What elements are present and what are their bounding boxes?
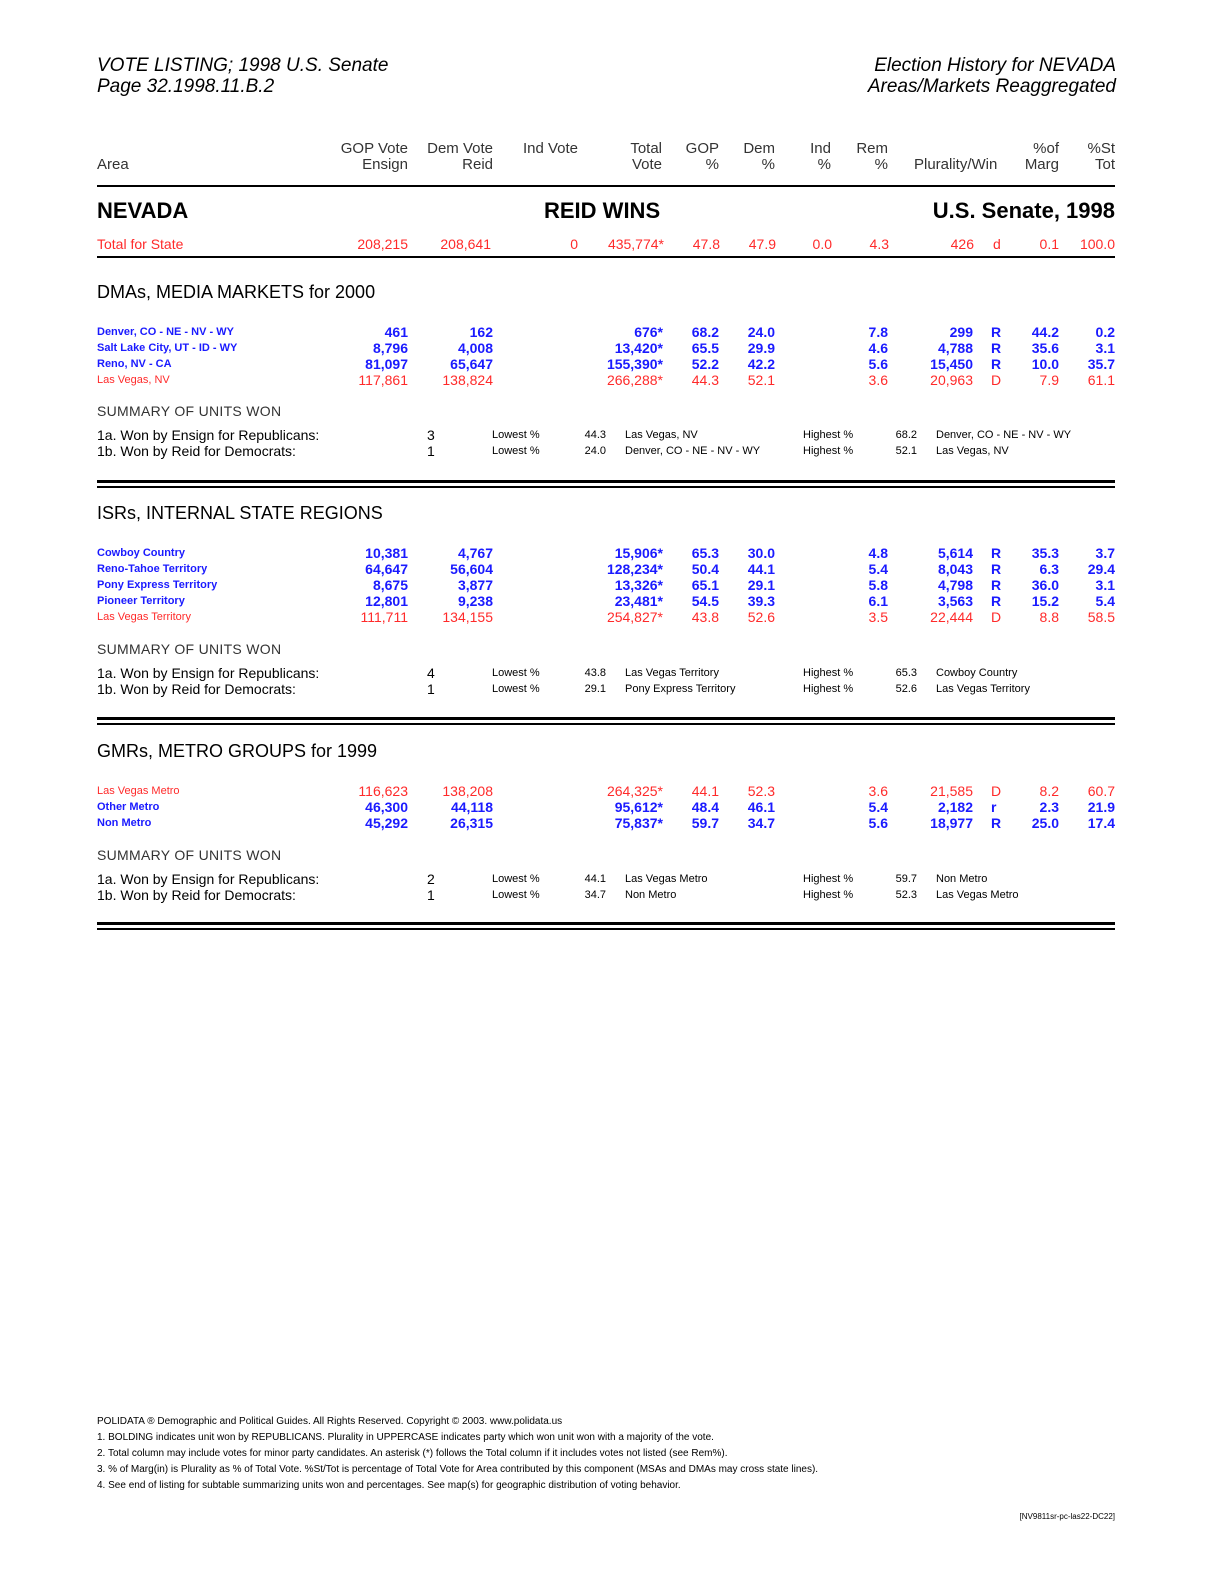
row-win: R [991, 561, 1002, 577]
row-sttot: 3.7 [1095, 545, 1115, 561]
row-total: 95,612* [614, 799, 663, 815]
row-rem-pct: 4.8 [868, 545, 888, 561]
row-gop: 46,300 [365, 799, 408, 815]
isr-rule-top [97, 717, 1115, 720]
row-sttot: 17.4 [1087, 815, 1115, 831]
row-sttot: 0.2 [1095, 324, 1115, 340]
row-dem: 138,208 [442, 783, 493, 799]
dma-rule-top [97, 480, 1115, 483]
row-dem-pct: 44.1 [747, 561, 775, 577]
summary-highest-label: Highest % [803, 429, 854, 441]
row-sttot: 58.5 [1087, 609, 1115, 625]
row-marg: 15.2 [1031, 593, 1059, 609]
row-dem-pct: 29.1 [747, 577, 775, 593]
row-marg: 8.2 [1039, 783, 1059, 799]
row-win: D [991, 783, 1002, 799]
table-row [0, 545, 1224, 561]
row-plurality: 5,614 [937, 545, 973, 561]
row-gop-pct: 59.7 [691, 815, 719, 831]
row-total: 13,326* [614, 577, 663, 593]
summary-highest-area: Las Vegas Territory [936, 683, 1030, 695]
summary-line [0, 871, 1224, 887]
row-sttot: 21.9 [1087, 799, 1115, 815]
row-gop: 45,292 [365, 815, 408, 831]
summary-lowest-label: Lowest % [492, 445, 540, 457]
row-rem-pct: 3.6 [868, 783, 888, 799]
summary-highest-value: 52.6 [895, 683, 917, 695]
table-row [0, 593, 1224, 609]
row-dem-pct: 30.0 [747, 545, 775, 561]
summary-lowest-label: Lowest % [492, 429, 540, 441]
row-sttot: 3.1 [1095, 577, 1115, 593]
col-header-ind-pct: Ind % [810, 140, 831, 173]
summary-highest-area: Non Metro [936, 873, 988, 885]
row-total: 13,420* [614, 340, 663, 356]
listing-title [97, 55, 388, 97]
summary-lowest-label: Lowest % [492, 873, 540, 885]
row-dem-pct: 52.3 [747, 783, 775, 799]
table-row [0, 609, 1224, 625]
row-rem-pct: 5.6 [868, 356, 888, 372]
row-win: R [991, 324, 1002, 340]
row-total: 254,827* [606, 609, 663, 625]
summary-highest-value: 68.2 [895, 429, 917, 441]
row-plurality: 4,788 [937, 340, 973, 356]
summary-count: 2 [427, 871, 435, 887]
summary-lowest-value: 44.1 [584, 873, 606, 885]
row-dem: 138,824 [442, 372, 493, 388]
row-win: D [991, 609, 1002, 625]
col-header-dem-vote: Dem Vote Reid [427, 140, 493, 173]
col-header-ind-vote: Ind Vote [522, 140, 578, 157]
summary-lowest-area: Denver, CO - NE - NV - WY [625, 445, 761, 457]
row-area: Pioneer Territory [97, 595, 185, 607]
row-total: 155,390* [606, 356, 663, 372]
row-dem: 9,238 [457, 593, 493, 609]
row-dem: 134,155 [442, 609, 493, 625]
row-total: 266,288* [606, 372, 663, 388]
summary-count: 4 [427, 665, 435, 681]
summary-lowest-label: Lowest % [492, 667, 540, 679]
gmr-rule-top [97, 922, 1115, 925]
row-gop: 10,381 [365, 545, 408, 561]
summary-lowest-value: 34.7 [584, 889, 606, 901]
row-gop-pct: 65.5 [691, 340, 719, 356]
row-marg: 35.6 [1031, 340, 1059, 356]
summary-highest-area: Las Vegas Metro [936, 889, 1019, 901]
row-dem-pct: 24.0 [747, 324, 775, 340]
summary-line [0, 665, 1224, 681]
row-rem-pct: 5.4 [868, 799, 888, 815]
row-gop-pct: 48.4 [691, 799, 719, 815]
row-gop: 8,796 [372, 340, 408, 356]
row-plurality: 15,450 [930, 356, 973, 372]
footer-notes [97, 1414, 818, 1494]
row-sttot: 29.4 [1087, 561, 1115, 577]
isr-section-title: ISRs, INTERNAL STATE REGIONS [97, 503, 383, 523]
summary-highest-label: Highest % [803, 873, 854, 885]
row-marg: 2.3 [1039, 799, 1059, 815]
row-gop: 116,623 [358, 783, 408, 799]
summary-highest-area: Denver, CO - NE - NV - WY [936, 429, 1072, 441]
state-name: NEVADA [97, 198, 189, 223]
summary-lowest-value: 44.3 [584, 429, 606, 441]
row-total: 264,325* [606, 783, 663, 799]
document-code: [NV9811sr-pc-las22-DC22] [1019, 1512, 1115, 1521]
summary-highest-label: Highest % [803, 667, 854, 679]
row-area: Las Vegas Metro [97, 785, 180, 797]
summary-lowest-area: Las Vegas, NV [625, 429, 698, 441]
summary-count: 3 [427, 427, 435, 443]
row-rem-pct: 5.6 [868, 815, 888, 831]
col-header-marg: %of Marg [1024, 140, 1059, 173]
row-area: Pony Express Territory [97, 579, 218, 591]
row-marg: 44.2 [1031, 324, 1059, 340]
row-dem: 56,604 [450, 561, 493, 577]
row-dem-pct: 52.1 [747, 372, 775, 388]
summary-line [0, 427, 1224, 443]
footer-copyright: POLIDATA ® Demographic and Political Guides. All Rights Reserved. Copyright © 2003. www.polidata.us [97, 1416, 563, 1427]
listing-title-line1: VOTE LISTING; 1998 U.S. Senate [97, 55, 389, 76]
row-dem-pct: 52.6 [747, 609, 775, 625]
state-rule [97, 256, 1115, 258]
row-dem: 162 [469, 324, 493, 340]
row-marg: 8.8 [1039, 609, 1059, 625]
summary-lowest-label: Lowest % [492, 889, 540, 901]
gmr-rule-bottom [97, 928, 1115, 930]
row-gop-pct: 54.5 [691, 593, 719, 609]
isr-summary-heading: SUMMARY OF UNITS WON [97, 641, 282, 657]
table-row [0, 815, 1224, 831]
table-row [0, 372, 1224, 388]
row-marg: 25.0 [1031, 815, 1059, 831]
row-area: Denver, CO - NE - NV - WY [97, 326, 234, 338]
row-gop-pct: 52.2 [691, 356, 719, 372]
col-header-total-vote: Total Vote [630, 140, 662, 173]
row-marg: 10.0 [1031, 356, 1059, 372]
row-plurality: 18,977 [930, 815, 973, 831]
row-dem: 44,118 [450, 799, 493, 815]
summary-label: 1b. Won by Reid for Democrats: [97, 887, 296, 903]
dma-section-title: DMAs, MEDIA MARKETS for 2000 [97, 282, 376, 302]
row-win: R [991, 577, 1002, 593]
row-dem: 4,767 [457, 545, 493, 561]
row-gop: 461 [384, 324, 408, 340]
race-name: U.S. Senate, 1998 [932, 198, 1115, 223]
row-dem-pct: 34.7 [747, 815, 775, 831]
summary-lowest-area: Las Vegas Territory [625, 667, 719, 679]
row-sttot: 3.1 [1095, 340, 1115, 356]
row-gop-pct: 44.3 [691, 372, 719, 388]
col-header-rem-pct: Rem % [856, 140, 888, 173]
gmr-section-title: GMRs, METRO GROUPS for 1999 [97, 741, 378, 761]
col-header-plurality: Plurality/Win [914, 156, 998, 173]
row-area: Cowboy Country [97, 547, 185, 559]
row-marg: 6.3 [1039, 561, 1059, 577]
footer-note-2: 2. Total column may include votes for minor party candidates. An asterisk (*) follows the Total column if it includes votes not listed (see Rem%). [97, 1448, 728, 1459]
row-dem: 65,647 [450, 356, 493, 372]
col-header-gop-vote: GOP Vote Ensign [340, 140, 408, 173]
row-sttot: 61.1 [1087, 372, 1115, 388]
summary-line [0, 443, 1224, 459]
table-row [0, 783, 1224, 799]
row-plurality: 2,182 [937, 799, 973, 815]
row-area: Reno-Tahoe Territory [97, 563, 208, 575]
row-gop-pct: 68.2 [691, 324, 719, 340]
row-area: Las Vegas Territory [97, 611, 191, 623]
history-title-line2: Areas/Markets Reaggregated [867, 76, 1116, 97]
row-rem-pct: 4.6 [868, 340, 888, 356]
row-rem-pct: 7.8 [868, 324, 888, 340]
footer-note-1: 1. BOLDING indicates unit won by REPUBLICANS. Plurality in UPPERCASE indicates party which won unit won with a majority of the vote. [97, 1432, 714, 1443]
row-dem-pct: 39.3 [747, 593, 775, 609]
row-total: 75,837* [614, 815, 663, 831]
summary-line [0, 887, 1224, 903]
table-row [0, 577, 1224, 593]
table-row [0, 340, 1224, 356]
row-marg: 35.3 [1031, 545, 1059, 561]
summary-highest-label: Highest % [803, 889, 854, 901]
table-row [0, 356, 1224, 372]
footer-note-3: 3. % of Marg(in) is Plurality as % of Total Vote. %St/Tot is percentage of Total Vote for Area contributed by this component (MSAs and DMAs may cross state lines). [97, 1464, 819, 1475]
col-header-area: Area [97, 156, 129, 173]
row-area: Las Vegas, NV [97, 374, 170, 386]
row-dem: 26,315 [450, 815, 493, 831]
row-dem: 4,008 [457, 340, 493, 356]
row-win: R [991, 340, 1002, 356]
row-gop: 64,647 [365, 561, 408, 577]
row-total: 15,906* [614, 545, 663, 561]
row-area: Non Metro [97, 817, 152, 829]
page-number: Page 32.1998.11.B.2 [97, 76, 275, 97]
row-dem-pct: 42.2 [747, 356, 775, 372]
summary-label: 1a. Won by Ensign for Republicans: [97, 427, 320, 443]
summary-highest-label: Highest % [803, 445, 854, 457]
race-result: REID WINS [544, 198, 661, 223]
row-total: 676* [634, 324, 663, 340]
row-gop-pct: 65.1 [691, 577, 719, 593]
dma-rule-bottom [97, 486, 1115, 488]
summary-lowest-value: 43.8 [584, 667, 606, 679]
row-marg: 36.0 [1031, 577, 1059, 593]
row-win: R [991, 815, 1002, 831]
row-win: D [991, 372, 1002, 388]
table-row [0, 561, 1224, 577]
row-sttot: 35.7 [1087, 356, 1115, 372]
summary-label: 1a. Won by Ensign for Republicans: [97, 665, 320, 681]
summary-highest-label: Highest % [803, 683, 854, 695]
summary-count: 1 [427, 887, 435, 903]
row-rem-pct: 3.5 [868, 609, 888, 625]
row-gop: 111,711 [360, 609, 408, 625]
summary-highest-value: 65.3 [895, 667, 917, 679]
row-area: Other Metro [97, 801, 160, 813]
summary-count: 1 [427, 443, 435, 459]
state-total-row: Total for State 208,215 208,641 0 435,774* 47.8 47.9 0.0 4.3 426 d 0.1 100.0 [97, 236, 1115, 252]
row-rem-pct: 5.4 [868, 561, 888, 577]
summary-lowest-area: Pony Express Territory [625, 683, 736, 695]
summary-count: 1 [427, 681, 435, 697]
summary-line [0, 681, 1224, 697]
summary-lowest-area: Las Vegas Metro [625, 873, 708, 885]
summary-label: 1b. Won by Reid for Democrats: [97, 443, 296, 459]
row-plurality: 3,563 [937, 593, 973, 609]
row-total: 128,234* [606, 561, 663, 577]
summary-highest-area: Las Vegas, NV [936, 445, 1009, 457]
gmr-summary-heading: SUMMARY OF UNITS WON [97, 847, 282, 863]
row-marg: 7.9 [1039, 372, 1059, 388]
col-header-sttot: %St Tot [1087, 140, 1115, 173]
summary-highest-value: 59.7 [895, 873, 917, 885]
row-dem-pct: 46.1 [747, 799, 775, 815]
row-plurality: 20,963 [930, 372, 973, 388]
row-win: R [991, 356, 1002, 372]
summary-label: 1b. Won by Reid for Democrats: [97, 681, 296, 697]
row-rem-pct: 6.1 [868, 593, 888, 609]
row-area: Reno, NV - CA [97, 358, 172, 370]
row-sttot: 60.7 [1087, 783, 1115, 799]
row-rem-pct: 5.8 [868, 577, 888, 593]
row-gop: 81,097 [365, 356, 408, 372]
row-gop-pct: 43.8 [691, 609, 719, 625]
row-plurality: 22,444 [930, 609, 973, 625]
row-gop: 117,861 [358, 372, 408, 388]
row-gop-pct: 44.1 [691, 783, 719, 799]
table-row [0, 324, 1224, 340]
history-title-line1: Election History for NEVADA [874, 55, 1116, 76]
row-win: r [991, 799, 997, 815]
summary-highest-value: 52.1 [895, 445, 917, 457]
row-win: R [991, 593, 1002, 609]
row-total: 23,481* [614, 593, 663, 609]
row-area: Salt Lake City, UT - ID - WY [97, 342, 238, 354]
col-header-dem-pct: Dem % [743, 140, 775, 173]
summary-lowest-label: Lowest % [492, 683, 540, 695]
row-gop-pct: 65.3 [691, 545, 719, 561]
row-dem: 3,877 [457, 577, 493, 593]
row-gop-pct: 50.4 [691, 561, 719, 577]
row-plurality: 8,043 [937, 561, 973, 577]
summary-label: 1a. Won by Ensign for Republicans: [97, 871, 320, 887]
summary-lowest-value: 29.1 [584, 683, 606, 695]
history-title [868, 55, 1116, 97]
row-gop: 12,801 [365, 593, 408, 609]
row-rem-pct: 3.6 [868, 372, 888, 388]
row-plurality: 299 [949, 324, 973, 340]
summary-highest-value: 52.3 [895, 889, 917, 901]
row-plurality: 4,798 [937, 577, 973, 593]
footer-note-4: 4. See end of listing for subtable summarizing units won and percentages. See map(s) for geographic distribution of voting behavior. [97, 1480, 681, 1491]
row-plurality: 21,585 [930, 783, 973, 799]
dma-summary-heading: SUMMARY OF UNITS WON [97, 403, 282, 419]
col-header-gop-pct: GOP % [685, 140, 719, 173]
row-win: R [991, 545, 1002, 561]
table-row [0, 799, 1224, 815]
summary-lowest-area: Non Metro [625, 889, 677, 901]
summary-lowest-value: 24.0 [584, 445, 606, 457]
isr-rule-bottom [97, 723, 1115, 725]
row-gop: 8,675 [372, 577, 408, 593]
header-rule [97, 185, 1115, 187]
summary-highest-area: Cowboy Country [936, 667, 1018, 679]
row-sttot: 5.4 [1095, 593, 1115, 609]
row-dem-pct: 29.9 [747, 340, 775, 356]
